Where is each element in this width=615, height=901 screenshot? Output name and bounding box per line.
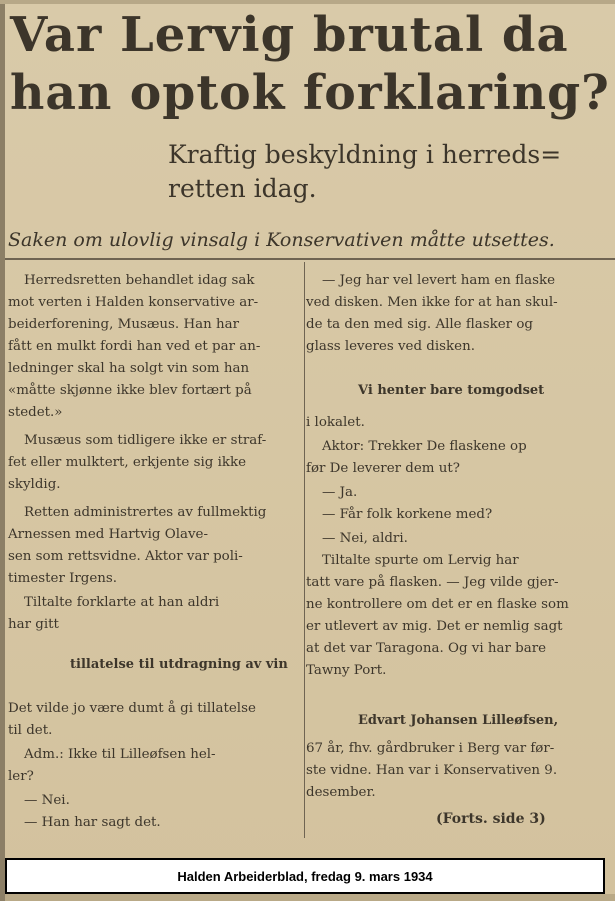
article-line: Herredsretten behandlet idag sak: [24, 273, 255, 288]
article-line: 67 år, fhv. gårdbruker i Berg var før-: [306, 741, 555, 756]
article-line: ledninger skal ha solgt vin som han: [8, 361, 250, 376]
deck-line-1: Kraftig beskyldning i herreds=: [168, 140, 562, 169]
clipping-left-edge: [0, 0, 5, 901]
article-line: er utlevert av mig. Det er nemlig sagt: [306, 619, 563, 634]
article-line: fet eller mulktert, erkjente sig ikke: [8, 455, 247, 470]
column-subhead: Vi henter bare tomgodset: [358, 383, 545, 398]
column-subhead: tillatelse til utdragning av vin: [70, 657, 288, 672]
deck-subheadline: [168, 138, 608, 206]
article-line: — Jeg har vel levert ham en flaske: [322, 273, 555, 288]
article-line: Adm.: Ikke til Lilleøfsen hel-: [24, 747, 216, 762]
article-line: ne kontrollere om det er en flaske som: [306, 597, 569, 612]
article-line: Retten administrertes av fullmektig: [24, 505, 267, 520]
article-line: tatt vare på flasken. — Jeg vilde gjer-: [306, 575, 559, 590]
article-line: ler?: [8, 769, 34, 784]
article-line: Musæus som tidligere ikke er straf-: [24, 433, 267, 448]
continued-note: (Forts. side 3): [436, 811, 546, 827]
article-line: — Nei.: [24, 793, 70, 808]
article-line: — Han har sagt det.: [24, 815, 161, 830]
article-line: desember.: [306, 785, 376, 800]
article-line: — Nei, aldri.: [322, 531, 408, 546]
article-line: Arnessen med Hartvig Olave-: [8, 527, 208, 542]
article-line: glass leveres ved disken.: [306, 339, 475, 354]
kicker-line: Saken om ulovlig vinsalg i Konservativen måtte utsettes.: [8, 229, 555, 251]
article-line: stedet.»: [8, 405, 63, 420]
headline-line-2: han optok forklaring?: [10, 65, 610, 121]
caption-text: Halden Arbeiderblad, fredag 9. mars 1934: [177, 868, 433, 884]
article-line: Det vilde jo være dumt å gi tillatelse: [8, 701, 256, 716]
article-line: Tiltalte spurte om Lervig har: [322, 553, 519, 568]
article-line: at det var Taragona. Og vi har bare: [306, 641, 547, 656]
column-divider: [304, 262, 305, 838]
article-line: sen som rettsvidne. Aktor var poli-: [8, 549, 243, 564]
article-line: ste vidne. Han var i Konservativen 9.: [306, 763, 558, 778]
article-line: før De leverer dem ut?: [306, 461, 460, 476]
article-line: Tiltalte forklarte at han aldri: [24, 595, 220, 610]
article-line: i lokalet.: [306, 415, 365, 430]
article-line: beiderforening, Musæus. Han har: [8, 317, 239, 332]
next-clipping-edge: [5, 894, 615, 901]
article-line: timester Irgens.: [8, 571, 118, 586]
deck-line-2: retten idag.: [168, 174, 317, 203]
horizontal-rule: [5, 258, 615, 260]
article-line: ved disken. Men ikke for at han skul-: [306, 295, 558, 310]
article-line: «måtte skjønne ikke blev fortært på: [8, 383, 252, 398]
article-line: Tawny Port.: [306, 663, 387, 678]
article-line: de ta den med sig. Alle flasker og: [306, 317, 533, 332]
article-line: har gitt: [8, 617, 59, 632]
article-line: mot verten i Halden konservative ar-: [8, 295, 259, 310]
headline-line-1: Var Lervig brutal da: [10, 7, 569, 63]
article-line: — Får folk korkene med?: [322, 507, 493, 522]
article-line: fått en mulkt fordi han ved et par an-: [8, 339, 261, 354]
article-line: — Ja.: [322, 485, 358, 500]
article-line: Aktor: Trekker De flaskene op: [322, 439, 527, 454]
article-line: skyldig.: [8, 477, 61, 492]
column-subhead: Edvart Johansen Lilleøfsen,: [358, 713, 559, 728]
headline: [10, 6, 610, 122]
caption-box: [5, 858, 605, 894]
article-line: til det.: [8, 723, 53, 738]
clipping-top-edge: [0, 0, 615, 4]
